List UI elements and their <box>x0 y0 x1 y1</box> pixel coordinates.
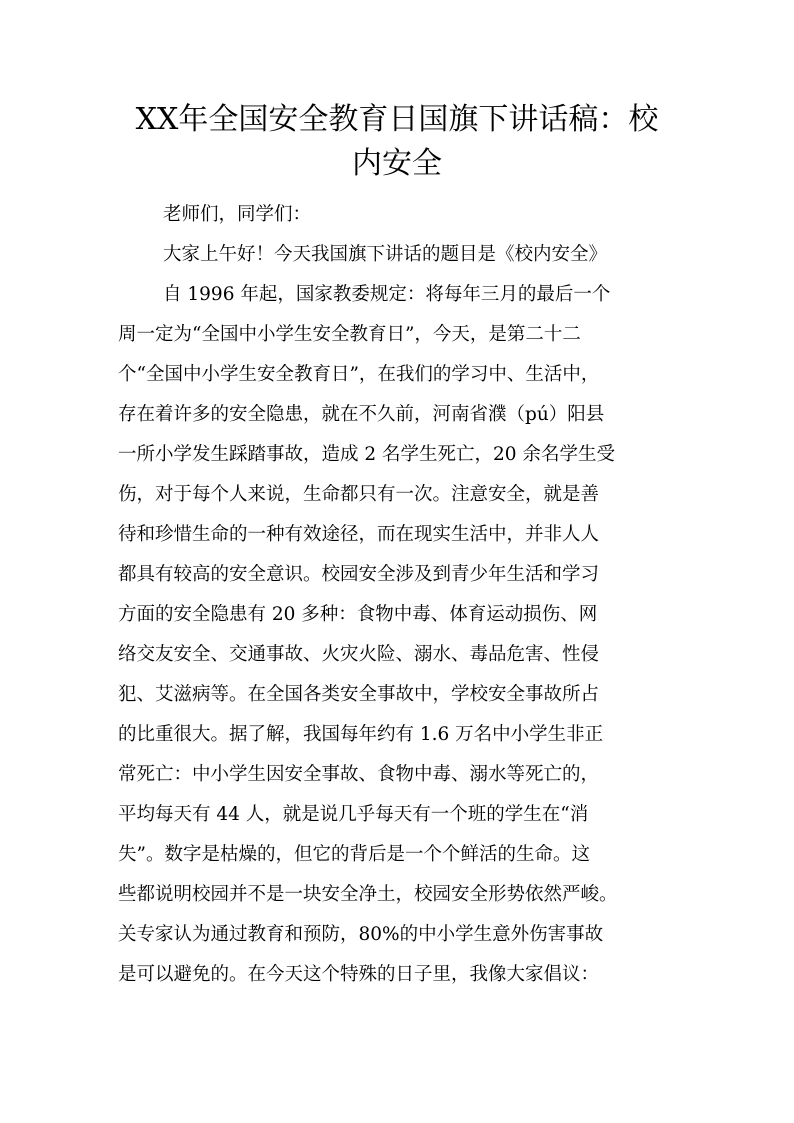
document-body <box>118 195 698 995</box>
title-line-1: XX年全国安全教育日国旗下讲话稿：校 <box>135 102 659 137</box>
body-line: 的比重很大。据了解，我国每年约有 1.6 万名中小学生非正 <box>118 724 604 745</box>
body-line: 自 1996 年起，国家教委规定：将每年三月的最后一个 <box>163 284 611 305</box>
title-line-2: 内安全 <box>352 146 442 181</box>
body-line: 关专家认为通过教育和预防，80%的中小学生意外伤害事故 <box>118 924 604 945</box>
body-line: 待和珍惜生命的一种有效途径，而在现实生活中，并非人人 <box>118 524 600 545</box>
document-title <box>100 98 694 186</box>
salutation: 老师们，同学们： <box>163 204 312 225</box>
body-line: 伤，对于每个人来说，生命都只有一次。注意安全，就是善 <box>118 484 600 505</box>
body-line: 络交友安全、交通事故、火灾火险、溺水、毒品危害、性侵 <box>118 644 600 665</box>
body-line: 都具有较高的安全意识。校园安全涉及到青少年生活和学习 <box>118 564 600 585</box>
body-line: 失”。数字是枯燥的，但它的背后是一个个鲜活的生命。这 <box>118 844 590 865</box>
body-line: 平均每天有 44 人，就是说几乎每天有一个班的学生在“消 <box>118 804 589 825</box>
opening-line: 大家上午好！今天我国旗下讲话的题目是《校内安全》 <box>163 244 608 265</box>
body-line: 犯、艾滋病等。在全国各类安全事故中，学校安全事故所占 <box>118 684 600 705</box>
body-line: 些都说明校园并不是一块安全净土，校园安全形势依然严峻。 <box>118 884 618 905</box>
body-line: 是可以避免的。在今天这个特殊的日子里，我像大家倡议： <box>118 964 600 985</box>
body-line: 周一定为“全国中小学生安全教育日”，今天，是第二十二 <box>118 324 581 345</box>
body-line: 一所小学发生踩踏事故，造成 2 名学生死亡，20 余名学生受 <box>118 444 615 465</box>
body-line: 常死亡：中小学生因安全事故、食物中毒、溺水等死亡的， <box>118 764 600 785</box>
body-line: 个“全国中小学生安全教育日”，在我们的学习中、生活中， <box>118 364 600 385</box>
body-line: 存在着许多的安全隐患，就在不久前，河南省濮（pú）阳县 <box>118 404 605 425</box>
body-line: 方面的安全隐患有 20 多种：食物中毒、体育运动损伤、网 <box>118 604 598 625</box>
